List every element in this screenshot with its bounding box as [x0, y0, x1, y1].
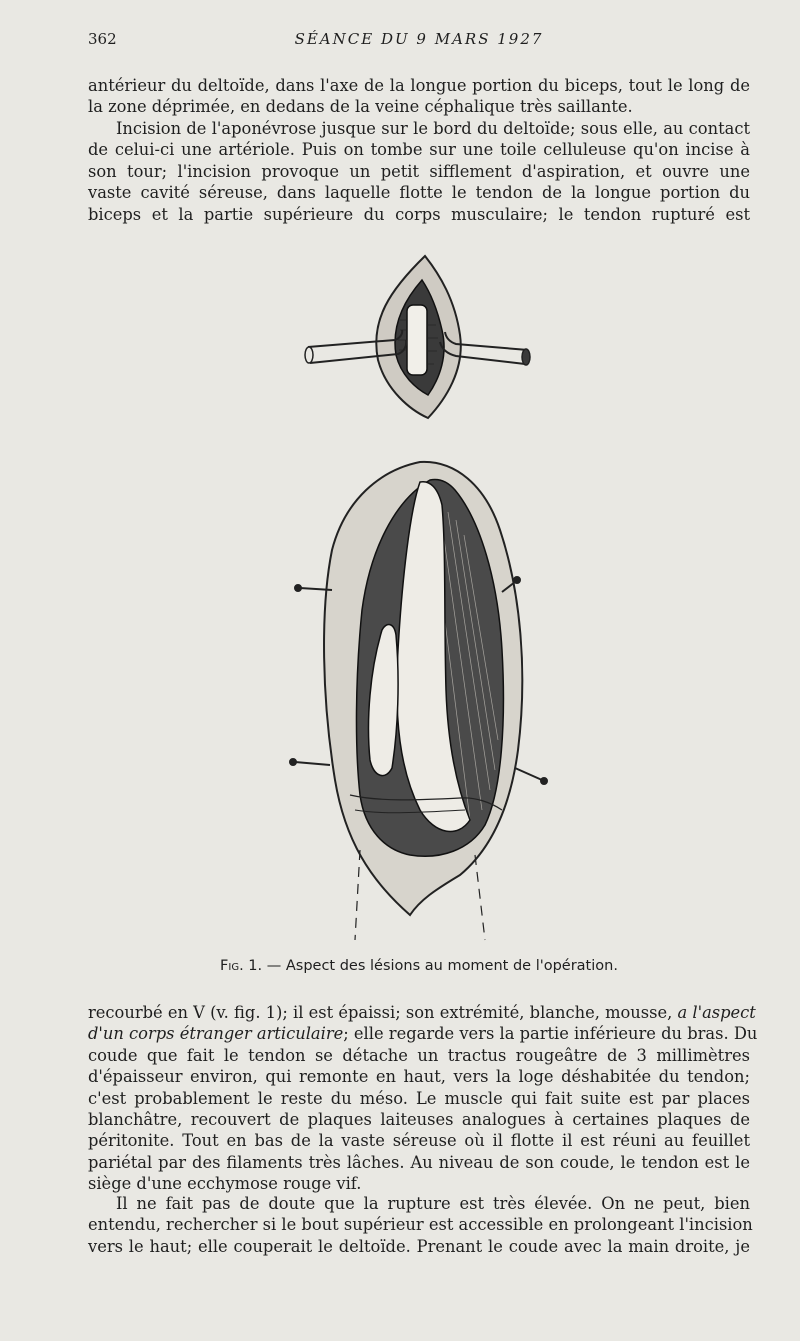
- text-line: biceps et la partie supérieure du corps musculaire; le tendon rupturé est: [88, 204, 750, 224]
- figure-caption: [88, 958, 750, 974]
- text-line: péritonite. Tout en bas de la vaste séreuse où il flotte il est réuni au feuillet: [88, 1131, 750, 1151]
- upper-incision-drawing: [305, 256, 530, 418]
- text-line: antérieur du deltoïde, dans l'axe de la longue portion du biceps, tout le long de: [88, 76, 750, 95]
- page-number: 362: [88, 30, 117, 48]
- paragraph-1: [88, 75, 750, 118]
- text-line: d'épaisseur environ, qui remonte en haut, vers la loge déshabitée du tendon;: [88, 1067, 750, 1087]
- text-line: [88, 1002, 756, 1023]
- text-line: vers le haut; elle couperait le deltoïde. Prenant le coude avec la main droite, je: [88, 1236, 750, 1256]
- text-span: ; elle regarde vers la partie inférieure du bras. Du: [343, 1024, 758, 1044]
- paragraph-2: [88, 118, 750, 225]
- text-line: son tour; l'incision provoque un petit sifflement d'aspiration, et ouvre une: [88, 161, 750, 181]
- text-line: pariétal par des filaments très lâches. Au niveau de son coude, le tendon est le: [88, 1152, 750, 1172]
- text-line: siège d'une ecchymose rouge vif.: [88, 1174, 362, 1194]
- text-line: blanchâtre, recouvert de plaques laiteuses analogues à certaines plaques de: [88, 1110, 750, 1130]
- emphasis-text: a l'aspect: [677, 1003, 756, 1022]
- text-line: Incision de l'aponévrose jusque sur le bord du deltoïde; sous elle, au contact: [116, 119, 750, 138]
- text-line: coude que fait le tendon se détache un tractus rougeâtre de 3 millimètres: [88, 1045, 750, 1065]
- text-span: recourbé en V (v. fig. 1); il est épaissi; son extrémité, blanche, mousse,: [88, 1003, 678, 1022]
- figure-label: Fig. 1.: [220, 958, 263, 974]
- surgical-illustration: [270, 250, 560, 950]
- emphasis-text: d'un corps étranger articulaire: [88, 1024, 344, 1044]
- figure-caption-text: — Aspect des lésions au moment de l'opération.: [266, 958, 618, 974]
- text-line: la zone déprimée, en dedans de la veine céphalique très saillante.: [88, 97, 633, 117]
- text-line: [88, 1023, 758, 1044]
- text-line: c'est probablement le reste du méso. Le muscle qui fait suite est par places: [88, 1088, 750, 1108]
- text-line: Il ne fait pas de doute que la rupture est très élevée. On ne peut, bien: [116, 1194, 750, 1213]
- paragraph-3: [88, 1002, 758, 1195]
- running-header: [88, 30, 750, 52]
- text-line: entendu, rechercher si le bout supérieur est accessible en prolongeant l'incision: [88, 1215, 753, 1235]
- lower-incision-drawing: [290, 462, 547, 940]
- text-line: vaste cavité séreuse, dans laquelle flotte le tendon de la longue portion du: [88, 183, 750, 203]
- paragraph-4: [88, 1193, 753, 1257]
- text-line: de celui-ci une artériole. Puis on tombe sur une toile celluleuse qu'on incise à: [88, 140, 750, 160]
- running-title: SÉANCE DU 9 MARS 1927: [294, 30, 544, 48]
